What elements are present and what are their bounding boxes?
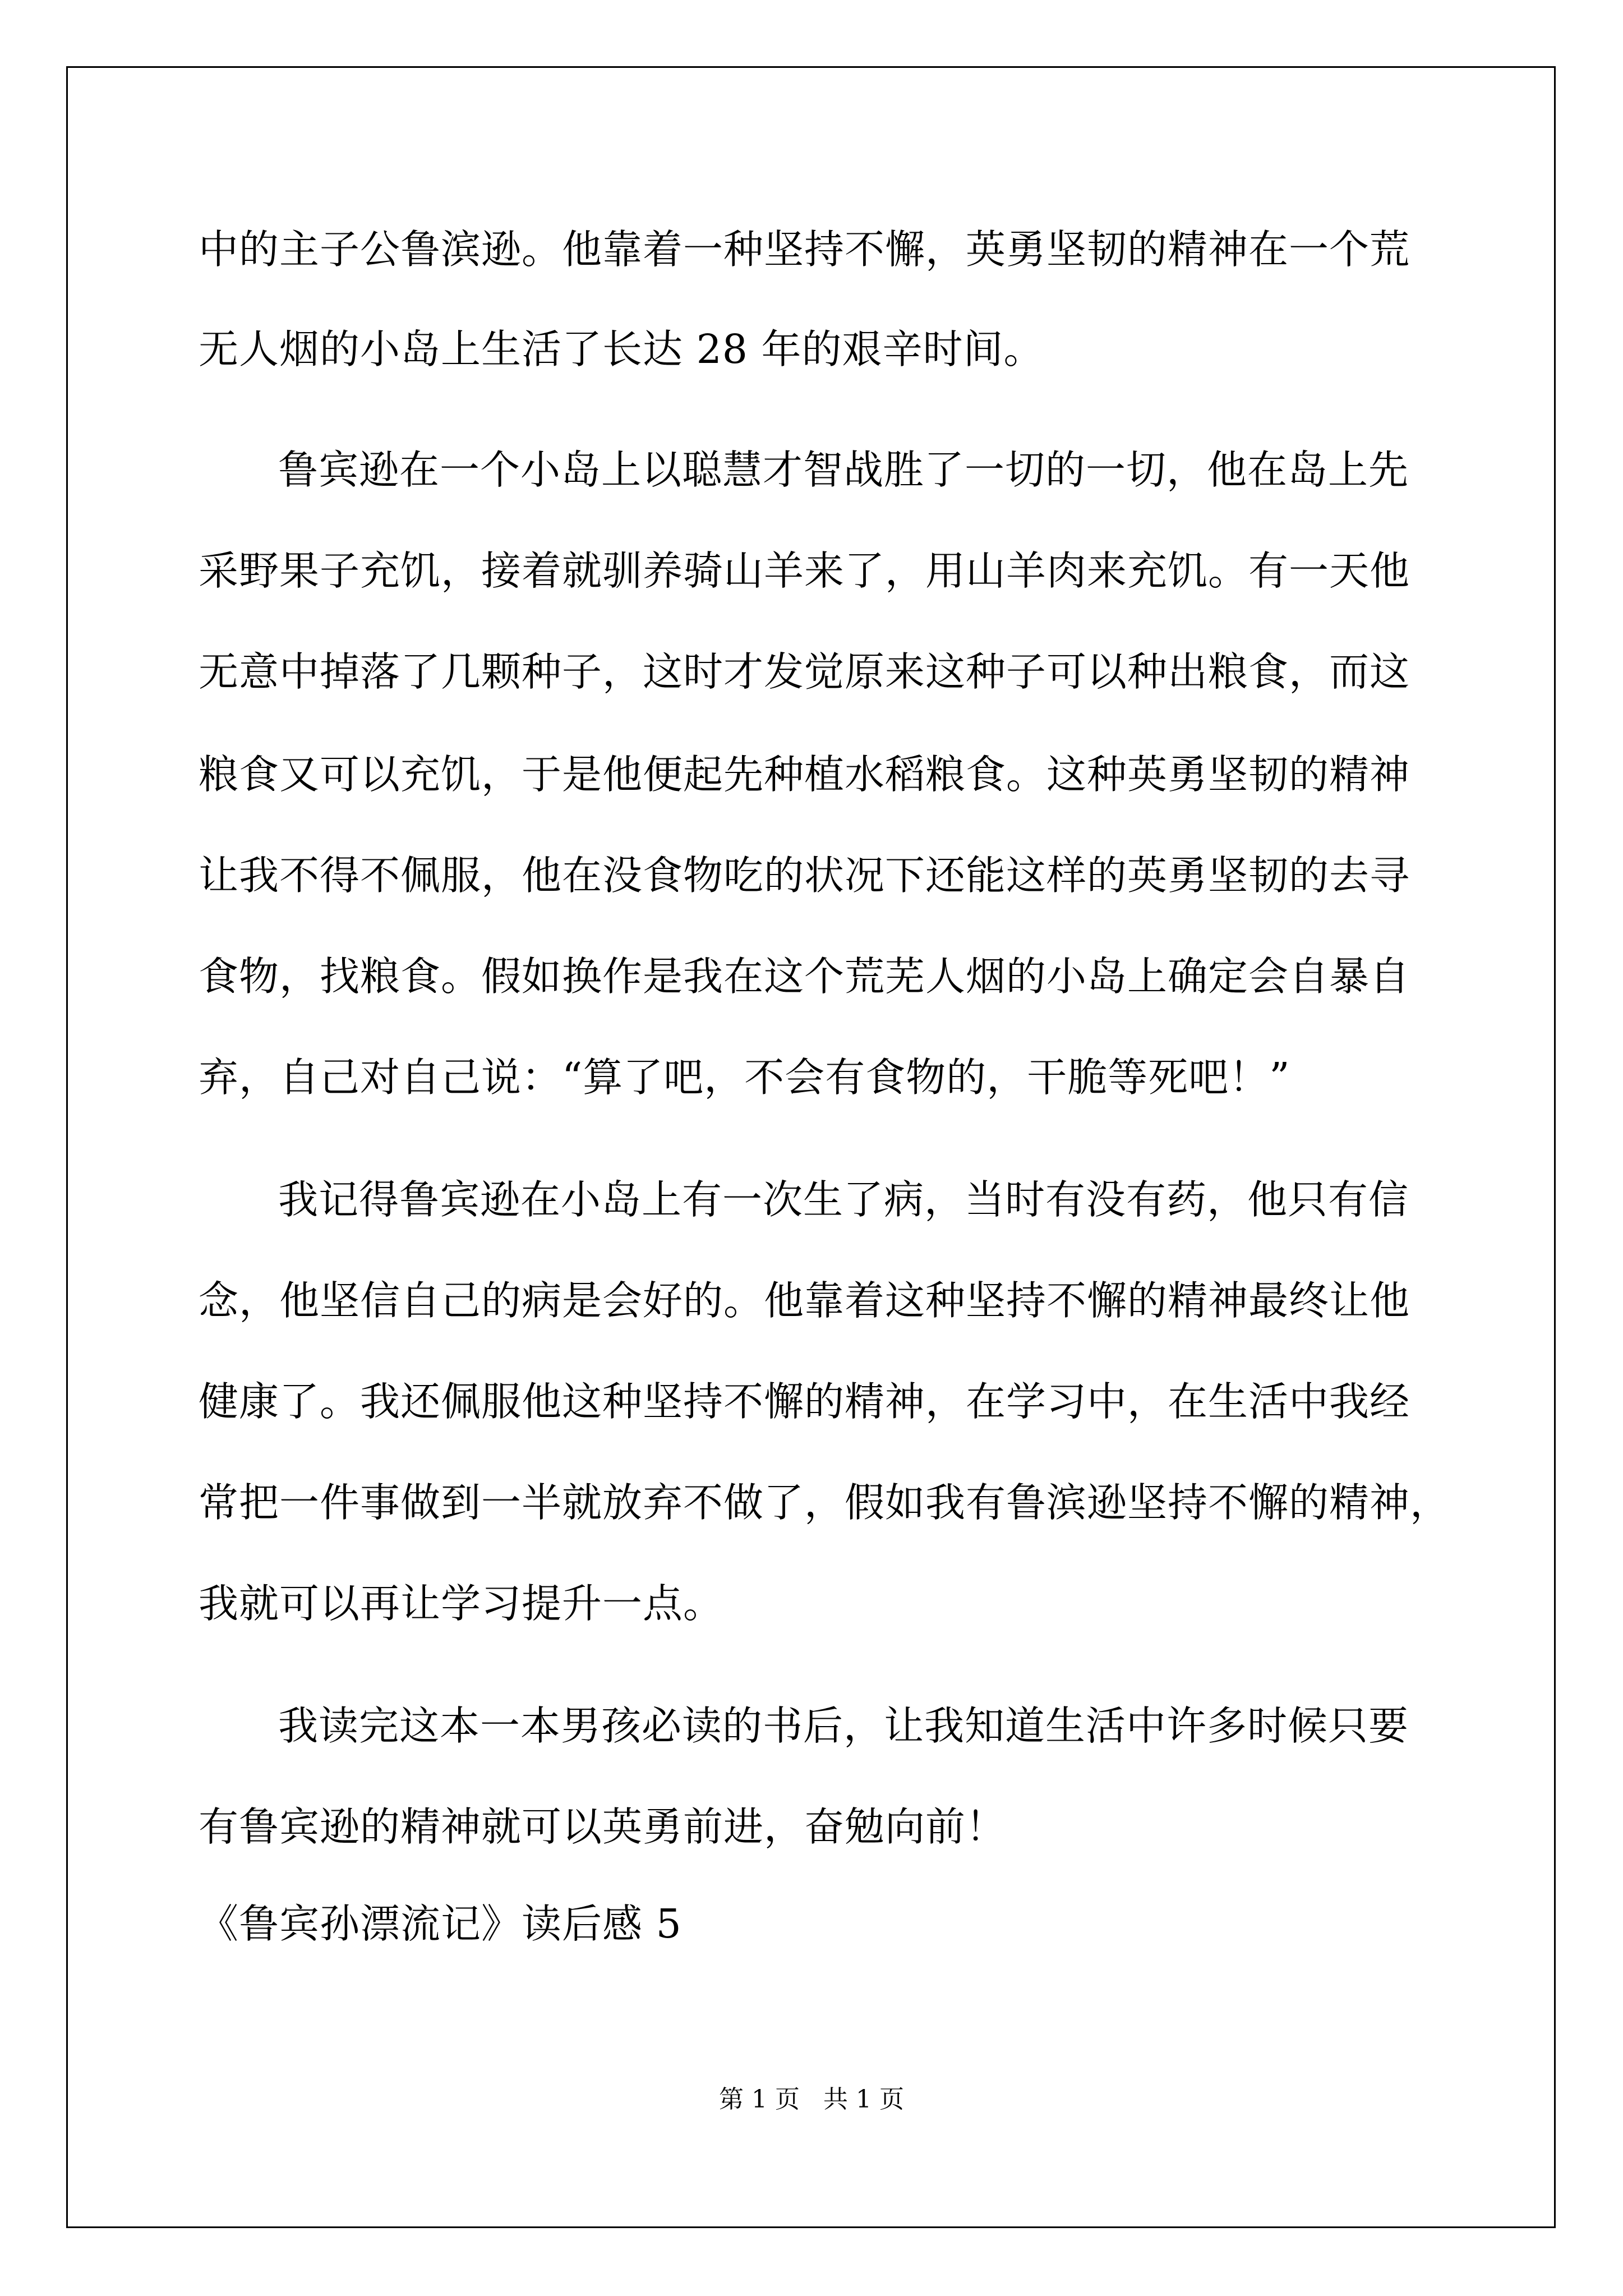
paragraph-line: 中的主子公鲁滨逊。他靠着一种坚持不懈，英勇坚韧的精神在一个荒 [199, 226, 1410, 273]
section-heading: 《鲁宾孙漂流记》读后感 5 [199, 1901, 682, 1947]
paragraph-line: 我记得鲁宾逊在小岛上有一次生了病，当时有没有药，他只有信 [278, 1176, 1409, 1223]
paragraph-line: 我就可以再让学习提升一点。 [199, 1580, 724, 1627]
paragraph-line: 无人烟的小岛上生活了长达 28 年的艰辛时间。 [199, 326, 1044, 372]
paragraph-line: 弃，自己对自己说：“算了吧，不会有食物的，干脆等死吧！” [199, 1054, 1290, 1101]
paragraph-line: 我读完这本一本男孩必读的书后，让我知道生活中许多时候只要 [278, 1703, 1409, 1749]
paragraph-line: 健康了。我还佩服他这种坚持不懈的精神，在学习中，在生活中我经 [199, 1378, 1410, 1425]
paragraph-line: 让我不得不佩服，他在没食物吃的状况下还能这样的英勇坚韧的去寻 [199, 852, 1410, 899]
paragraph-line: 食物，找粮食。假如换作是我在这个荒芜人烟的小岛上确定会自暴自 [199, 953, 1410, 1000]
page-number-footer: 第 1 页 共 1 页 [719, 2085, 904, 2114]
paragraph-line: 常把一件事做到一半就放弃不做了，假如我有鲁滨逊坚持不懈的精神， [199, 1479, 1451, 1526]
paragraph-line: 有鲁宾逊的精神就可以英勇前进，奋勉向前！ [199, 1803, 1007, 1850]
paragraph-line: 无意中掉落了几颗种子，这时才发觉原来这种子可以种出粮食，而这 [199, 648, 1410, 695]
paragraph-line: 鲁宾逊在一个小岛上以聪慧才智战胜了一切的一切，他在岛上先 [278, 447, 1409, 493]
paragraph-line: 念，他坚信自己的病是会好的。他靠着这种坚持不懈的精神最终让他 [199, 1277, 1410, 1324]
paragraph-line: 采野果子充饥，接着就驯养骑山羊来了，用山羊肉来充饥。有一天他 [199, 547, 1410, 594]
paragraph-line: 粮食又可以充饥，于是他便起先种植水稻粮食。这种英勇坚韧的精神 [199, 751, 1410, 798]
